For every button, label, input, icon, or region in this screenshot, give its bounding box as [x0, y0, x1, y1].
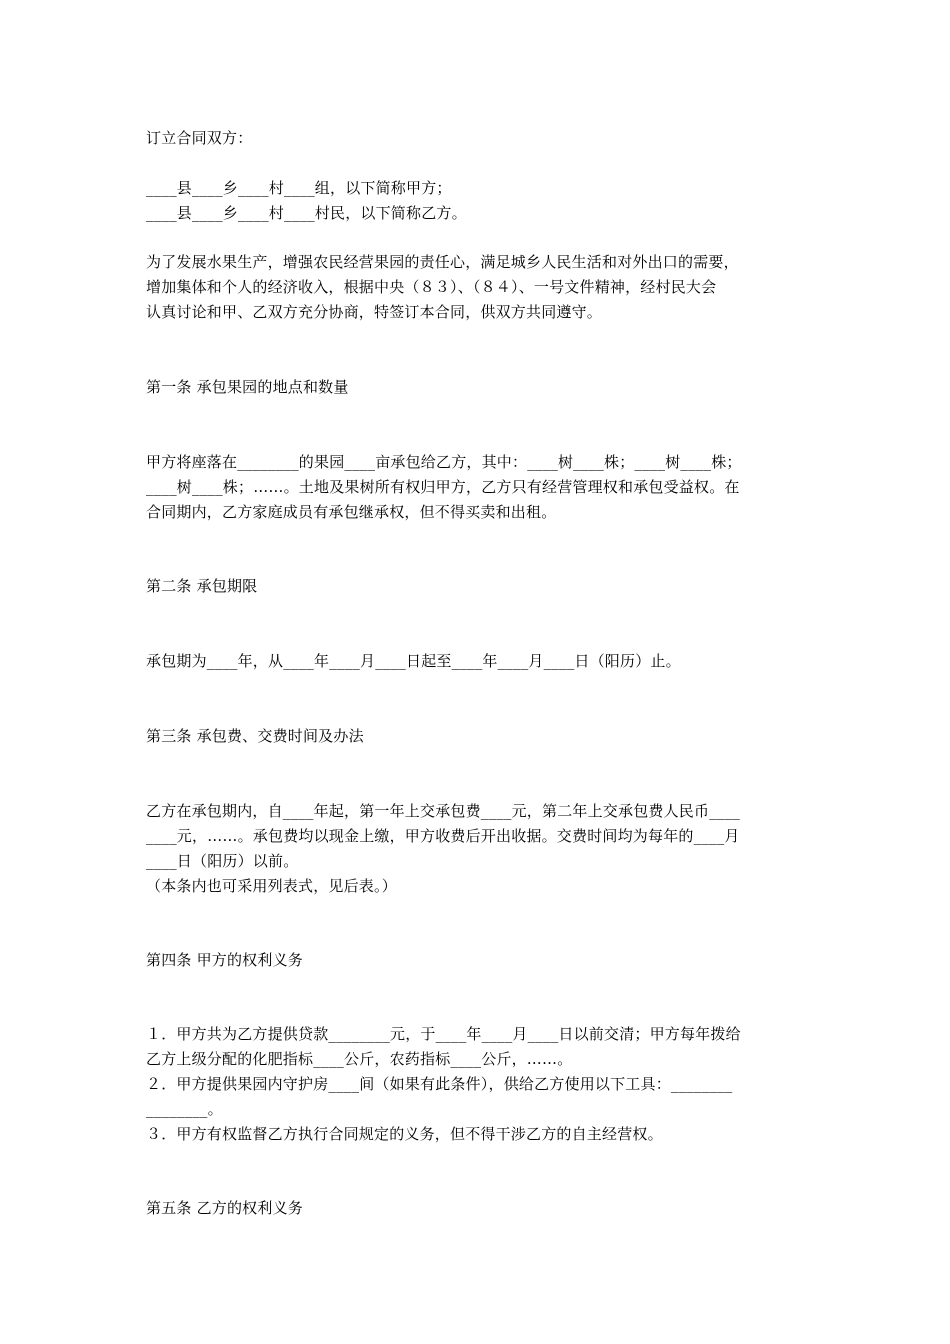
article-4-line: ３．甲方有权监督乙方执行合同规定的义务，但不得干涉乙方的自主经营权。: [146, 1125, 663, 1143]
article-4-line: ________。: [146, 1100, 223, 1118]
preamble-line: 增加集体和个人的经济收入，根据中央（８３）、（８４）、一号文件精神，经村民大会: [146, 278, 717, 296]
article-1-line: 合同期内，乙方家庭成员有承包继承权，但不得买卖和出租。: [146, 503, 557, 521]
article-3-note: （本条内也可采用列表式，见后表。）: [146, 877, 397, 895]
article-4-title: 第四条 甲方的权利义务: [146, 951, 303, 969]
article-3-line: ____日（阳历）以前。: [146, 852, 299, 870]
article-2-title: 第二条 承包期限: [146, 577, 258, 595]
preamble-line: 为了发展水果生产，增强农民经营果园的责任心，满足城乡人民生活和对外出口的需要，: [146, 253, 739, 271]
article-3-title: 第三条 承包费、交费时间及办法: [146, 727, 364, 745]
article-4-line: ２．甲方提供果园内守护房____间（如果有此条件），供给乙方使用以下工具：________: [146, 1075, 733, 1093]
article-3-line: ____元，……。承包费均以现金上缴，甲方收费后开出收据。交费时间均为每年的____月: [146, 827, 740, 845]
article-1-line: 甲方将座落在________的果园____亩承包给乙方，其中：____树____株；____树____株；: [146, 453, 742, 471]
article-1-title: 第一条 承包果园的地点和数量: [146, 378, 349, 396]
article-4-line: １．甲方共为乙方提供贷款________元，于____年____月____日以前交清；甲方每年拨给: [146, 1025, 741, 1043]
party-a-line: ____县____乡____村____组，以下简称甲方；: [146, 179, 452, 197]
intro-line: 订立合同双方：: [146, 129, 253, 147]
party-b-line: ____县____乡____村____村民，以下简称乙方。: [146, 204, 467, 222]
article-1-line: ____树____株；……。土地及果树所有权归甲方，乙方只有经营管理权和承包受益权。在: [146, 478, 740, 496]
article-5-title: 第五条 乙方的权利义务: [146, 1199, 303, 1217]
article-3-line: 乙方在承包期内，自____年起，第一年上交承包费____元，第二年上交承包费人民币____: [146, 802, 741, 820]
article-4-line: 乙方上级分配的化肥指标____公斤，农药指标____公斤，……。: [146, 1050, 573, 1068]
preamble-line: 认真讨论和甲、乙双方充分协商，特签订本合同，供双方共同遵守。: [146, 303, 603, 321]
article-2-line: 承包期为____年，从____年____月____日起至____年____月____日（阳历）止。: [146, 652, 681, 670]
